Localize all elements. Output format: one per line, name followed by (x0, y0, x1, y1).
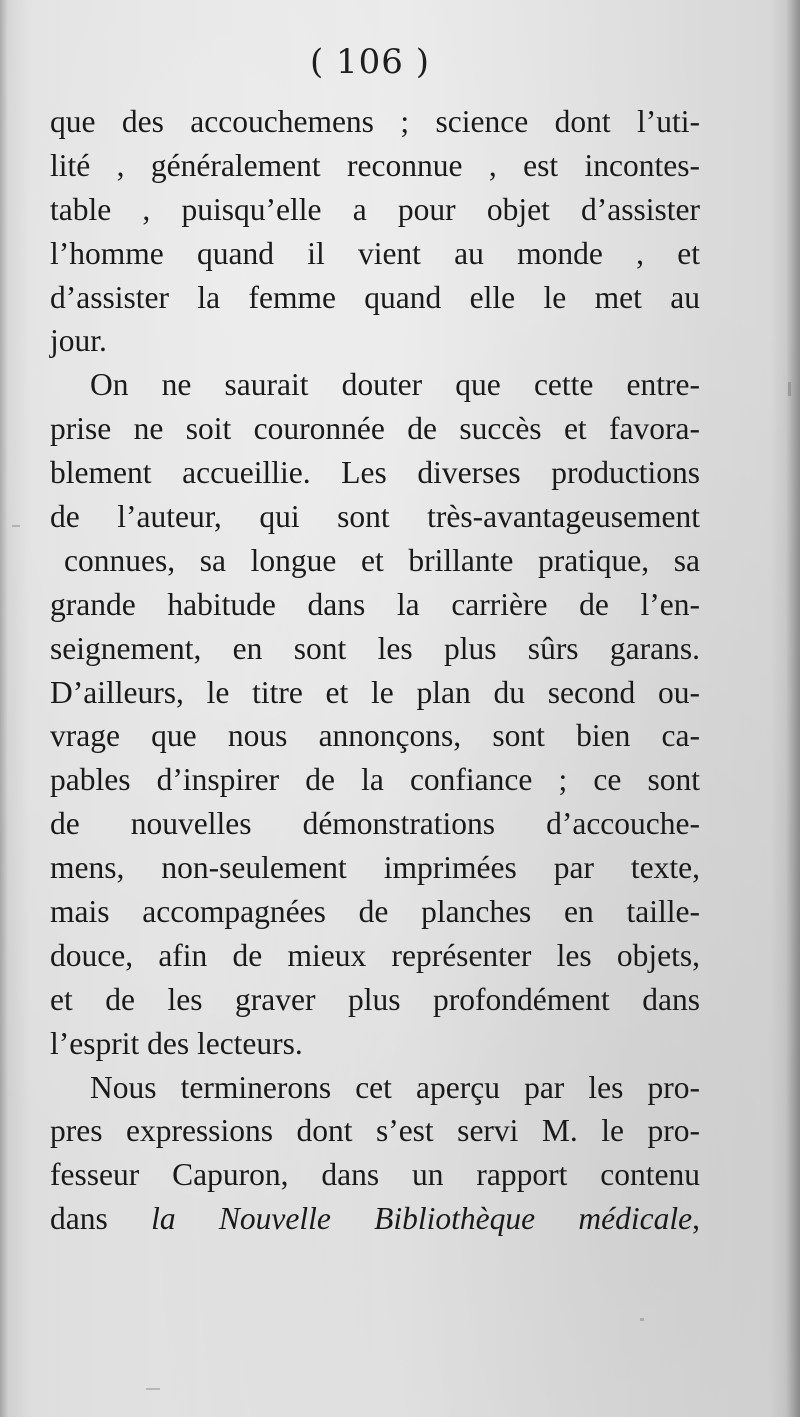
text-line: douce, afin de mieux représenter les objets, (50, 937, 700, 973)
text-line: connues, sa longue et brillante pratique, sa (64, 542, 700, 578)
text-line: de nouvelles démonstrations d’accouche- (50, 806, 700, 842)
text-line: de l’auteur, qui sont très-avantageusement (50, 499, 700, 535)
paper-speck (146, 1388, 160, 1390)
page-spine-shadow (786, 0, 800, 1417)
text-line: pables d’inspirer de la confiance ; ce sont (50, 762, 700, 798)
text-line: blement accueillie. Les diverses productions (50, 455, 700, 491)
text-line: lité , généralement reconnue , est incontes- (50, 147, 700, 183)
paper-speck (788, 382, 791, 396)
page-number: ( 106 ) (309, 42, 431, 82)
text-line-last (50, 1197, 700, 1241)
paper-speck (640, 1318, 644, 1321)
text-line: et de les graver plus profondément dans (50, 981, 700, 1017)
paper-speck (12, 525, 20, 527)
text-line: seignement, en sont les plus sûrs garans. (50, 630, 700, 666)
body-text (50, 100, 700, 1241)
text-line: mens, non-seulement imprimées par texte, (50, 850, 700, 886)
text-line-suffix: , (692, 1201, 700, 1237)
text-line: l’esprit des lecteurs. (50, 1025, 303, 1061)
text-line: vrage que nous annonçons, sont bien ca- (50, 718, 700, 754)
text-line: jour. (50, 323, 107, 359)
text-line: prise ne soit couronnée de succès et favora- (50, 411, 700, 447)
text-line: mais accompagnées de planches en taille- (50, 894, 700, 930)
page-left-edge-shadow (0, 0, 8, 1417)
text-line: que des accouchemens ; science dont l’uti- (50, 104, 700, 139)
text-line: Nous terminerons cet aperçu par les pro- (90, 1069, 700, 1105)
text-line-prefix: dans (50, 1201, 152, 1237)
journal-title: la Nouvelle Bibliothèque médicale (151, 1201, 693, 1237)
text-line: l’homme quand il vient au monde , et (50, 235, 700, 271)
text-line: D’ailleurs, le titre et le plan du second ou- (50, 674, 700, 710)
text-line: d’assister la femme quand elle le met au (50, 279, 700, 315)
text-line: fesseur Capuron, dans un rapport contenu (50, 1157, 700, 1193)
text-line: On ne saurait douter que cette entre- (90, 367, 700, 403)
text-line: pres expressions dont s’est servi M. le pro- (50, 1113, 700, 1149)
text-line: grande habitude dans la carrière de l’en- (50, 586, 700, 622)
text-line: table , puisqu’elle a pour objet d’assister (50, 191, 700, 227)
